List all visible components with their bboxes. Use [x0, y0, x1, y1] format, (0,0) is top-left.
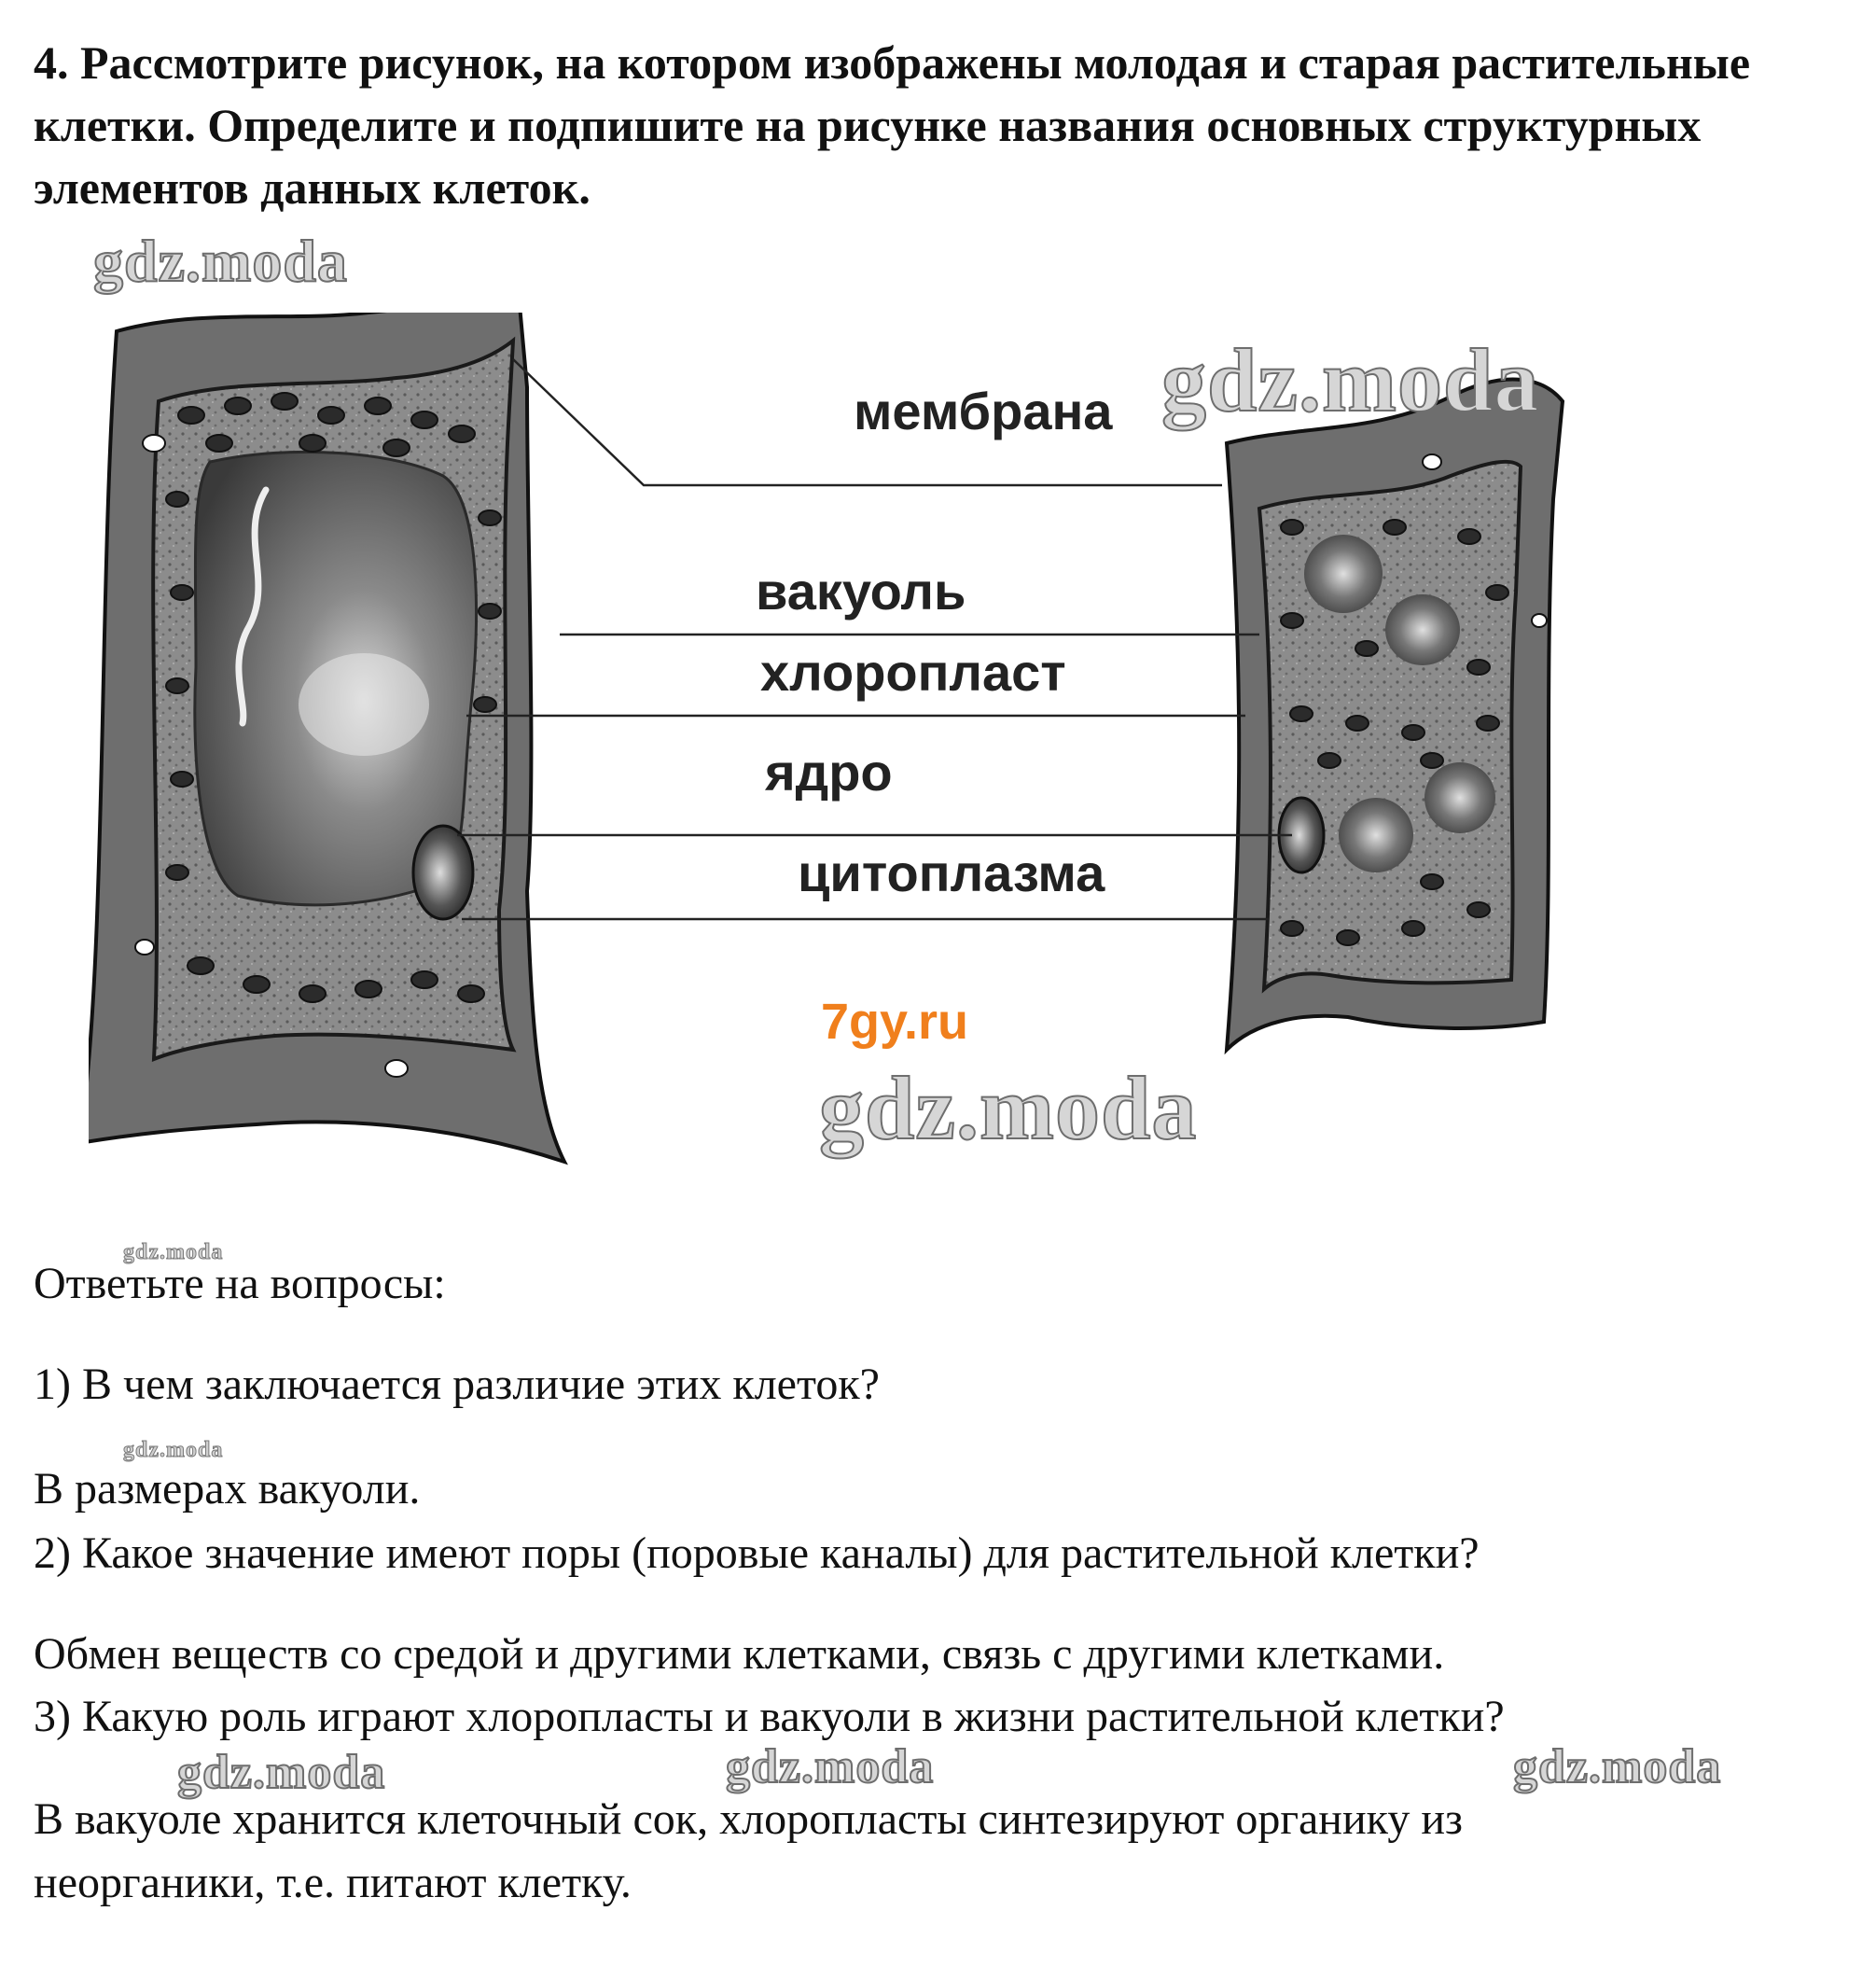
answer-3-line-1: В вакуоле хранится клеточный сок, хлоропласты синтезируют органику из	[34, 1794, 1463, 1844]
plant-cells-figure	[89, 313, 1675, 1180]
label-vacuole: вакуоль	[756, 562, 966, 621]
label-membrane: мембрана	[854, 382, 1113, 440]
cells-diagram	[89, 313, 1675, 1180]
label-nucleus: ядро	[765, 743, 893, 802]
watermark: gdz.moda	[123, 1240, 224, 1264]
watermark: gdz.moda	[93, 228, 348, 294]
answer-3-line-2: неорганики, т.е. питают клетку.	[34, 1858, 632, 1907]
watermark: gdz.moda	[726, 1740, 935, 1793]
leader-lines	[457, 359, 1292, 919]
watermark: gdz.moda	[1161, 330, 1540, 430]
answer-2: Обмен веществ со средой и другими клетками, связь с другими клетками.	[34, 1629, 1445, 1679]
watermark: gdz.moda	[819, 1058, 1198, 1158]
watermark: gdz.moda	[123, 1438, 224, 1462]
site-mark: 7gy.ru	[821, 994, 969, 1050]
answer-1: В размерах вакуоли.	[34, 1464, 421, 1514]
question-2: 2) Какое значение имеют поры (поровые каналы) для растительной клетки?	[34, 1528, 1480, 1578]
question-1: 1) В чем заключается различие этих клеток?	[34, 1360, 880, 1409]
question-3: 3) Какую роль играют хлоропласты и вакуоли в жизни растительной клетки?	[34, 1692, 1505, 1741]
young-cell	[89, 313, 564, 1162]
label-chloroplast: хлоропласт	[760, 643, 1066, 702]
old-cell	[1227, 379, 1563, 1050]
task-heading: 4. Рассмотрите рисунок, на котором изображены молодая и старая растительные клетки. Определите и подпишите на рисунке названия основных структурных элементов данных клеток.	[34, 36, 1751, 214]
watermark: gdz.moda	[1513, 1740, 1722, 1793]
watermark: gdz.moda	[177, 1746, 386, 1799]
label-cytoplasm: цитоплазма	[798, 844, 1105, 902]
questions-intro: Ответьте на вопросы:	[34, 1259, 446, 1308]
